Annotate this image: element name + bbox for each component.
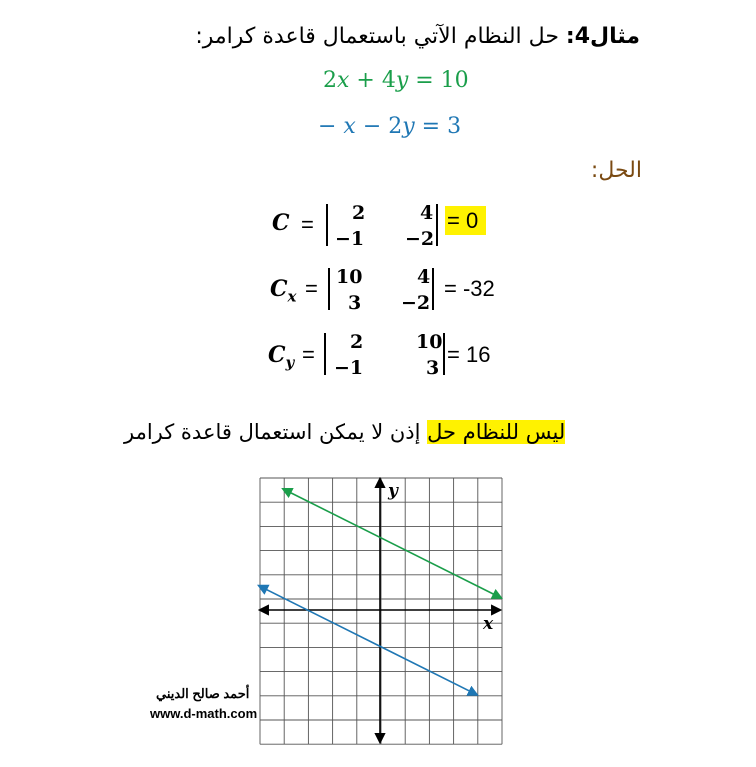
det-cy-a21: −1 <box>334 357 364 379</box>
det-cx-a22: −2 <box>401 292 431 314</box>
x-axis-label: x <box>483 614 494 634</box>
equals-sign: = <box>302 342 315 367</box>
author-name: أحمد صالح الديني <box>156 686 250 701</box>
example-text: حل النظام الآتي باستعمال قاعدة كرامر: <box>195 24 559 49</box>
y-axis-label: y <box>388 481 398 501</box>
det-c-a22: −2 <box>405 228 435 250</box>
det-c-a12: 4 <box>420 202 434 224</box>
det-cy-a11: 2 <box>350 331 364 353</box>
det-cy-a22: 3 <box>426 357 440 379</box>
det-cx-a21: 3 <box>348 292 362 314</box>
graph-line-blue <box>259 586 477 695</box>
site-url: www.d-math.com <box>150 706 258 721</box>
equals-sign: = <box>301 212 314 237</box>
example-label: مثال4: <box>565 24 640 49</box>
det-cy-label: $C_y$ <box>268 342 295 372</box>
det-c-result: = 0 <box>445 208 486 234</box>
graph-line-green <box>283 489 501 598</box>
equals-sign: = <box>305 276 318 301</box>
det-c-a11: 2 <box>352 202 366 224</box>
det-cx-a11: 10 <box>336 266 363 288</box>
conclusion-rest: إذن لا يمكن استعمال قاعدة كرامر <box>124 420 428 444</box>
det-cy-result: = 16 <box>447 342 491 367</box>
det-cx-label: $C_x$ <box>270 276 297 306</box>
solution-label: الحل: <box>590 158 642 183</box>
det-c-a21: −1 <box>335 228 365 250</box>
det-cx-result: = -32 <box>444 276 495 301</box>
graph-grid <box>260 478 502 744</box>
det-cy-a12: 10 <box>416 331 443 353</box>
equation-1: 2𝑥 + 4𝑦 = 10 <box>323 68 469 93</box>
det-c-label: C <box>272 210 290 236</box>
equation-2: − 𝑥 − 2𝑦 = 3 <box>318 114 462 139</box>
det-cx-a12: 4 <box>417 266 431 288</box>
no-solution-highlight: ليس للنظام حل <box>427 420 566 444</box>
